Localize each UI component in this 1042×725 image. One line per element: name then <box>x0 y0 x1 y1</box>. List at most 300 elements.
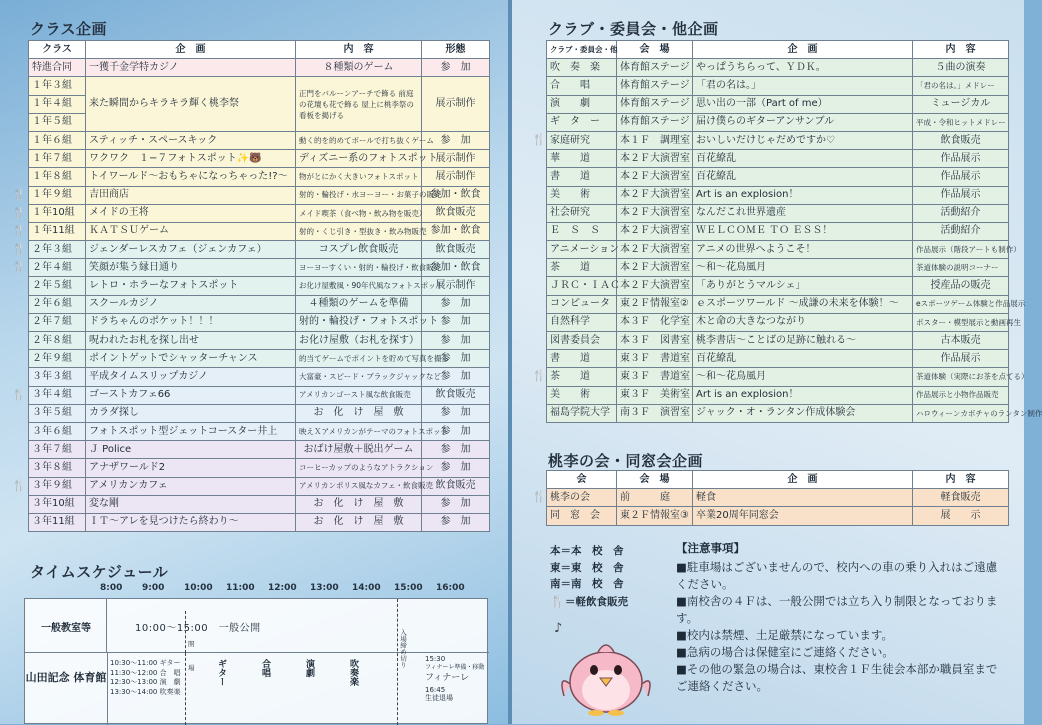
class-cell: ３年５組 <box>29 404 86 422</box>
club-content-cell: ポスター・模型展示と動画再生 <box>913 313 1009 331</box>
form-cell: 参 加 <box>422 131 490 149</box>
hour-label: 16:00 <box>436 583 465 593</box>
content-cell: アメリカンゴースト風な飲食販売 <box>296 386 422 404</box>
club-plan-cell: 「君の名は。」 <box>693 77 913 95</box>
club-content-cell: eスポーツゲーム体験と作品展示 <box>913 295 1009 313</box>
form-cell: 参加・飲食 <box>422 186 490 204</box>
club-table <box>546 40 1042 423</box>
general-classroom-label: 一般教室等 <box>41 623 91 634</box>
gym-act-drama: 演劇 <box>304 659 314 677</box>
class-row <box>29 404 490 422</box>
club-club-cell: 美 術 <box>547 186 617 204</box>
club-row <box>547 168 1009 186</box>
hour-label: 14:00 <box>352 583 381 593</box>
finale-note: フィナーレ準備・移動 <box>425 663 485 671</box>
form-cell: 参 加 <box>422 459 490 477</box>
class-row <box>29 332 490 350</box>
form-cell: 参 加 <box>422 295 490 313</box>
form-cell: 参 加 <box>422 313 490 331</box>
content-cell: お化け屋敷（お札を探す） <box>296 332 422 350</box>
club-club-cell: 茶 道 <box>547 259 617 277</box>
club-plan-cell: Art is an explosion！ <box>693 386 913 404</box>
club-venue-cell: 本２Ｆ大演習室 <box>617 259 693 277</box>
content-cell: 物がとにかく大きいフォトスポット <box>296 168 422 186</box>
alumni-venue-cell: 前 庭 <box>617 489 693 507</box>
class-cell: ３年10組 <box>29 495 86 513</box>
plan-cell: ジェンダーレスカフェ（ジェンカフェ） <box>86 241 296 259</box>
class-section-title: クラス企画 <box>30 20 108 38</box>
club-venue-cell: 本３Ｆ 図書室 <box>617 332 693 350</box>
svg-text:♪: ♪ <box>554 621 563 636</box>
club-row <box>547 95 1009 113</box>
notes-title: 【注意事項】 <box>676 541 745 555</box>
class-row <box>29 495 490 513</box>
notes-panel <box>676 540 1008 695</box>
content-cell: 映えＸアメリカンがテーマのフォトスポット <box>296 422 422 440</box>
general-open-time: 10:00〜15:00 一般公開 <box>135 623 261 634</box>
alumni-section-title: 桃李の会・同窓会企画 <box>548 452 704 470</box>
gym-line: 12:30〜13:00 演 劇 <box>110 678 181 686</box>
club-plan-cell: Art is an explosion！ <box>693 186 913 204</box>
club-plan-cell: ジャック・オ・ランタン作成体験会 <box>693 404 913 422</box>
plan-cell: Ｊ Police <box>86 441 296 459</box>
club-table-header <box>547 41 1009 59</box>
content-cell: ディズニー系のフォトスポット <box>296 150 422 168</box>
fork-knife-icon: 🍴 <box>532 133 546 146</box>
content-cell: 大富豪・スピード・ブラックジャックなど <box>296 368 422 386</box>
plan-cell: 吉田商店 <box>86 186 296 204</box>
class-row <box>29 186 490 204</box>
class-row <box>29 441 490 459</box>
club-content-cell: 活動紹介 <box>913 204 1009 222</box>
alumni-club-cell: 桃李の会 <box>547 489 617 507</box>
fork-knife-icon: 🍴 <box>12 188 26 201</box>
club-venue-cell: 東３Ｆ 書道室 <box>617 350 693 368</box>
alumni-table-header <box>547 471 1009 489</box>
legend-food-label: ＝軽飲食販売 <box>564 595 628 608</box>
gym-schedule-list <box>110 659 181 697</box>
club-plan-cell: 木と命の大きなつながり <box>693 313 913 331</box>
form-cell: 展示制作 <box>422 77 490 132</box>
club-venue-cell: 本２Ｆ大演習室 <box>617 168 693 186</box>
content-cell: 動く的を的めてボールで打ち抜くゲーム <box>296 131 422 149</box>
class-row <box>29 295 490 313</box>
club-plan-cell: 〜和〜花鳥風月 <box>693 259 913 277</box>
club-venue-cell: 南３Ｆ 演習室 <box>617 404 693 422</box>
exit-time: 16:45 <box>425 685 446 694</box>
club-club-cell: 書 道 <box>547 350 617 368</box>
col-content: 内 容 <box>913 41 1009 59</box>
plan-cell: 変な剛 <box>86 495 296 513</box>
club-plan-cell: 桃李書店〜ことばの足跡に触れる〜 <box>693 332 913 350</box>
fork-knife-icon: 🍴 <box>532 369 546 382</box>
content-cell: 正門をバルーンアーチで飾る 前庭の花壇も花で飾る 屋上に桃李祭の看板を掲げる <box>296 77 422 132</box>
plan-cell: メイドの王将 <box>86 204 296 222</box>
col-class: クラス <box>29 41 86 59</box>
club-row <box>547 222 1009 240</box>
note-item: ■南校舎の４Ｆは、一般公開では立ち入り制限となっております。 <box>676 594 998 625</box>
form-cell: 参 加 <box>422 59 490 77</box>
finale-time: 15:30 <box>425 655 446 663</box>
class-row <box>29 422 490 440</box>
club-row <box>547 259 1009 277</box>
club-plan-cell: 百花繚乱 <box>693 350 913 368</box>
class-cell: １年９組 <box>29 186 86 204</box>
content-cell: おばけ屋敷＋脱出ゲーム <box>296 441 422 459</box>
club-plan-cell: 百花繚乱 <box>693 168 913 186</box>
alumni-content-cell: 軽食販売 <box>913 489 1009 507</box>
hour-label: 10:00 <box>184 583 213 593</box>
club-club-cell: 書 道 <box>547 168 617 186</box>
alumni-content-cell: 展 示 <box>913 507 1009 525</box>
club-venue-cell: 東３Ｆ 書道室 <box>617 368 693 386</box>
plan-cell: ＫＡＴＳＵゲーム <box>86 222 296 240</box>
club-club-cell: 華 道 <box>547 150 617 168</box>
fork-knife-icon: 🍴 <box>12 206 26 219</box>
legend-minami: 南＝南 校 舎 <box>550 578 624 591</box>
club-club-cell: ＪＲＣ・ＩＡＣ <box>547 277 617 295</box>
club-plan-cell: アニメの世界へようこそ！ <box>693 241 913 259</box>
plan-cell: アメリカンカフェ <box>86 477 296 495</box>
club-row <box>547 150 1009 168</box>
club-content-cell: 作品展示 <box>913 168 1009 186</box>
form-cell: 飲食販売 <box>422 477 490 495</box>
club-club-cell: コンピュータ <box>547 295 617 313</box>
content-cell: コーヒーカップのようなアトラクション <box>296 459 422 477</box>
class-cell: １年７組 <box>29 150 86 168</box>
plan-cell: アナザワールド2 <box>86 459 296 477</box>
class-cell: ３年８組 <box>29 459 86 477</box>
club-content-cell: 古本販売 <box>913 332 1009 350</box>
alumni-plan-cell: 軽食 <box>693 489 913 507</box>
club-row <box>547 386 1009 404</box>
class-row <box>29 368 490 386</box>
gym-act-guitar: ギター <box>216 659 226 686</box>
club-plan-cell: おいしいだけじゃだめですか♡ <box>693 131 913 149</box>
form-cell: 飲食販売 <box>422 204 490 222</box>
club-club-cell: 図書委員会 <box>547 332 617 350</box>
club-club-cell: 福島学院大学 <box>547 404 617 422</box>
mascot-bird-illustration <box>548 612 658 717</box>
class-row <box>29 59 490 77</box>
class-cell: １年５組 <box>29 113 86 131</box>
form-cell: 飲食販売 <box>422 241 490 259</box>
club-venue-cell: 本２Ｆ大演習室 <box>617 204 693 222</box>
class-row <box>29 150 490 168</box>
alumni-venue-cell: 東２Ｆ情報室③ <box>617 507 693 525</box>
open-mark: 開 <box>188 640 195 648</box>
club-content-cell: ミュージカル <box>913 95 1009 113</box>
class-row <box>29 77 490 95</box>
gym-act-chorus: 合唱 <box>260 659 270 677</box>
club-row <box>547 277 1009 295</box>
club-venue-cell: 体育館ステージ <box>617 59 693 77</box>
plan-cell: スクールカジノ <box>86 295 296 313</box>
schedule-title: タイムスケジュール <box>30 563 169 581</box>
club-venue-cell: 本３Ｆ 化学室 <box>617 313 693 331</box>
alumni-row <box>547 507 1009 525</box>
club-venue-cell: 東２Ｆ情報室② <box>617 295 693 313</box>
class-cell: １年６組 <box>29 131 86 149</box>
plan-cell: ＩＴ〜アレを見つけたら終わり〜 <box>86 513 296 531</box>
form-cell: 参 加 <box>422 495 490 513</box>
class-cell: ３年７組 <box>29 441 86 459</box>
col-venue: 会 場 <box>617 471 693 489</box>
alumni-table <box>546 470 1009 526</box>
form-cell: 参 加 <box>422 441 490 459</box>
club-row <box>547 404 1009 422</box>
plan-cell: スティッチ・スペースキック <box>86 131 296 149</box>
club-club-cell: 美 術 <box>547 386 617 404</box>
club-row <box>547 59 1009 77</box>
content-cell: 射的・くじ引き・型抜き・飲み物販売 <box>296 222 422 240</box>
club-content-cell: ５曲の演奏 <box>913 59 1009 77</box>
club-content-cell: 飲食販売 <box>913 131 1009 149</box>
club-content-cell: 作品展示（階段アートも制作） <box>913 241 1009 259</box>
fork-knife-icon: 🍴 <box>550 593 565 608</box>
club-club-cell: 茶 道 <box>547 368 617 386</box>
club-club-cell: Ｅ Ｓ Ｓ <box>547 222 617 240</box>
gym-label: 山田記念 体育館 <box>25 671 107 684</box>
class-cell: １年４組 <box>29 95 86 113</box>
fork-knife-icon: 🍴 <box>12 260 26 273</box>
club-venue-cell: 本２Ｆ大演習室 <box>617 222 693 240</box>
club-row <box>547 368 1009 386</box>
class-cell: ３年６組 <box>29 422 86 440</box>
gym-line: 13:30〜14:00 吹奏楽 <box>110 687 181 696</box>
col-plan: 企 画 <box>693 471 913 489</box>
entry-close-mark: 入場締め切り <box>399 629 407 668</box>
club-row <box>547 332 1009 350</box>
form-cell: 飲食販売 <box>422 386 490 404</box>
club-venue-cell: 体育館ステージ <box>617 113 693 131</box>
class-row <box>29 204 490 222</box>
class-cell: ３年11組 <box>29 513 86 531</box>
club-row <box>547 241 1009 259</box>
class-row <box>29 459 490 477</box>
club-club-cell: 合 唱 <box>547 77 617 95</box>
club-club-cell: ギ タ ー <box>547 113 617 131</box>
class-row <box>29 386 490 404</box>
note-item: ■急病の場合は保健室にご連絡ください。 <box>676 645 894 659</box>
class-cell: ２年５組 <box>29 277 86 295</box>
form-cell: 展示制作 <box>422 277 490 295</box>
club-content-cell: 茶道体験（実際にお茶を点てる） <box>913 368 1009 386</box>
club-row <box>547 113 1009 131</box>
content-cell: お 化 け 屋 敷 <box>296 513 422 531</box>
content-cell: メイド喫茶（食べ物・飲み物を販売） <box>296 204 422 222</box>
class-cell: １年８組 <box>29 168 86 186</box>
form-cell: 参 加 <box>422 368 490 386</box>
club-club-cell: 社会研究 <box>547 204 617 222</box>
plan-cell: レトロ・ホラーなフォトスポット <box>86 277 296 295</box>
gym-line: 11:30〜12:00 合 唱 <box>110 668 181 677</box>
alumni-plan-cell: 卒業20周年同窓会 <box>693 507 913 525</box>
form-cell: 参加・飲食 <box>422 259 490 277</box>
col-club: クラブ・委員会・他 <box>547 41 617 59</box>
form-cell: 参 加 <box>422 332 490 350</box>
hour-label: 12:00 <box>268 583 297 593</box>
club-content-cell: 作品展示 <box>913 350 1009 368</box>
form-cell: 参 加 <box>422 513 490 531</box>
club-club-cell: 吹 奏 楽 <box>547 59 617 77</box>
club-content-cell: 授産品の販売 <box>913 277 1009 295</box>
class-row <box>29 277 490 295</box>
class-row <box>29 222 490 240</box>
class-cell: ２年３組 <box>29 241 86 259</box>
club-content-cell: ハロウィーンカボチャのランタン制作 <box>913 404 1009 422</box>
club-row <box>547 350 1009 368</box>
plan-cell: 笑顔が集う縁日通り <box>86 259 296 277</box>
class-table <box>28 40 490 532</box>
club-section-title: クラブ・委員会・他企画 <box>548 20 719 38</box>
class-cell: １年10組 <box>29 204 86 222</box>
content-cell: 射的・輪投げ・水ヨーヨー・お菓子の販売 <box>296 186 422 204</box>
class-cell: ２年９組 <box>29 350 86 368</box>
plan-cell: 呪われたお札を探し出せ <box>86 332 296 350</box>
class-row <box>29 350 490 368</box>
class-row <box>29 241 490 259</box>
hour-label: 15:00 <box>394 583 423 593</box>
club-row <box>547 77 1009 95</box>
fork-knife-icon: 🍴 <box>12 242 26 255</box>
plan-cell: 来た瞬間からキラキラ輝く桃李祭 <box>86 77 296 132</box>
content-cell: 的当てゲームでポイントを貯めて写真を撮る <box>296 350 422 368</box>
club-club-cell: 自然科学 <box>547 313 617 331</box>
plan-cell: ドラちゃんのポケット！！！ <box>86 313 296 331</box>
class-cell: 特進合同 <box>29 59 86 77</box>
fork-knife-icon: 🍴 <box>532 490 546 503</box>
col-venue: 会 場 <box>617 41 693 59</box>
fork-knife-icon: 🍴 <box>12 479 26 492</box>
club-venue-cell: 体育館ステージ <box>617 95 693 113</box>
plan-cell: ゴーストカフェ66 <box>86 386 296 404</box>
class-cell: ２年４組 <box>29 259 86 277</box>
class-cell: １年11組 <box>29 222 86 240</box>
content-cell: お 化 け 屋 敷 <box>296 495 422 513</box>
class-cell: ２年６組 <box>29 295 86 313</box>
col-plan: 企 画 <box>693 41 913 59</box>
content-cell: コスプレ飲食販売 <box>296 241 422 259</box>
legend <box>550 543 628 610</box>
class-row <box>29 168 490 186</box>
content-cell: お 化 け 屋 敷 <box>296 404 422 422</box>
col-content: 内 容 <box>296 41 422 59</box>
class-cell: ３年９組 <box>29 477 86 495</box>
note-item: ■その他の緊急の場合は、東校舎１Ｆ生徒会本部か職員室までご連絡ください。 <box>676 662 998 693</box>
content-cell: アメリカンポリス風なカフェ・飲食販売 <box>296 477 422 495</box>
time-schedule <box>24 598 488 724</box>
club-content-cell: 活動紹介 <box>913 222 1009 240</box>
class-row <box>29 259 490 277</box>
plan-cell: トイワールド〜おもちゃになっちゃった!?〜 <box>86 168 296 186</box>
club-venue-cell: 本２Ｆ大演習室 <box>617 277 693 295</box>
gym-mark: 場 <box>188 664 195 672</box>
plan-cell: 平成タイムスリップカジノ <box>86 368 296 386</box>
club-content-cell: 作品展示と小物作品販売 <box>913 386 1009 404</box>
fork-knife-icon: 🍴 <box>12 224 26 237</box>
club-row <box>547 295 1009 313</box>
fork-knife-icon: 🍴 <box>12 388 26 401</box>
club-row <box>547 313 1009 331</box>
club-plan-cell: ＷＥＬＣＯＭＥ ＴＯ ＥＳＳ！ <box>693 222 913 240</box>
club-plan-cell: 「ありがとうマルシェ」 <box>693 277 913 295</box>
club-content-cell: 「君の名は。」メドレー <box>913 77 1009 95</box>
form-cell: 参 加 <box>422 422 490 440</box>
club-content-cell: 平成・令和ヒットメドレー <box>913 113 1009 131</box>
content-cell: ４種類のゲームを準備 <box>296 295 422 313</box>
gym-act-brass: 吹奏楽 <box>348 659 358 686</box>
club-venue-cell: 本１Ｆ 調理室 <box>617 131 693 149</box>
plan-cell: 一獲千金学特カジノ <box>86 59 296 77</box>
club-content-cell: 作品展示 <box>913 186 1009 204</box>
col-group: 会 <box>547 471 617 489</box>
club-row <box>547 131 1009 149</box>
club-venue-cell: 体育館ステージ <box>617 77 693 95</box>
content-cell: 射的・輪投げ・フォトスポット <box>296 313 422 331</box>
form-cell: 展示制作 <box>422 168 490 186</box>
club-venue-cell: 本２Ｆ大演習室 <box>617 241 693 259</box>
finale-block <box>425 655 484 703</box>
club-venue-cell: 本２Ｆ大演習室 <box>617 150 693 168</box>
exit-label: 生徒退場 <box>425 694 453 702</box>
club-club-cell: アニメーション <box>547 241 617 259</box>
note-item: ■駐車場はございませんので、校内への車の乗り入れはご遠慮ください。 <box>676 560 998 591</box>
alumni-row <box>547 489 1009 507</box>
plan-cell: フォトスポット型ジェットコースター井上 <box>86 422 296 440</box>
legend-honkousha: 本＝本 校 舎 <box>550 545 624 557</box>
class-row <box>29 313 490 331</box>
form-cell: 参 加 <box>422 404 490 422</box>
legend-higashi: 東＝東 校 舎 <box>550 561 624 574</box>
class-row <box>29 477 490 495</box>
col-content: 内 容 <box>913 471 1009 489</box>
club-plan-cell: 届け僕らのギターアンサンブル <box>693 113 913 131</box>
hour-label: 11:00 <box>226 583 255 593</box>
plan-cell: ワクワク １−７フォトスポット✨🐻 <box>86 150 296 168</box>
class-table-header <box>29 41 490 59</box>
club-club-cell: 家庭研究 <box>547 131 617 149</box>
club-plan-cell: 百花繚乱 <box>693 150 913 168</box>
class-cell: ３年３組 <box>29 368 86 386</box>
class-cell: ２年７組 <box>29 313 86 331</box>
content-cell: ヨーヨーすくい・射的・輪投げ・飲食販売 <box>296 259 422 277</box>
legend-food <box>550 593 628 611</box>
club-content-cell: 茶道体験の説明コーナー <box>913 259 1009 277</box>
alumni-club-cell: 同 窓 会 <box>547 507 617 525</box>
content-cell: ８種類のゲーム <box>296 59 422 77</box>
class-row <box>29 131 490 149</box>
club-content-cell: 作品展示 <box>913 150 1009 168</box>
form-cell: 参 加 <box>422 350 490 368</box>
plan-cell: カラダ探し <box>86 404 296 422</box>
form-cell: 展示制作 <box>422 150 490 168</box>
club-venue-cell: 東３Ｆ 美術室 <box>617 386 693 404</box>
class-cell: １年３組 <box>29 77 86 95</box>
hour-label: 9:00 <box>142 583 165 593</box>
col-form: 形態 <box>422 41 490 59</box>
class-cell: ３年４組 <box>29 386 86 404</box>
club-row <box>547 186 1009 204</box>
club-plan-cell: 〜和〜花鳥風月 <box>693 368 913 386</box>
plan-cell: ポイントゲットでシャッターチャンス <box>86 350 296 368</box>
club-plan-cell: 思い出の一部（Part of me） <box>693 95 913 113</box>
club-plan-cell: ｅスポーツワールド 〜成謙の未来を体験！〜 <box>693 295 913 313</box>
club-plan-cell: やっぱうちらって、ＹＤＫ。 <box>693 59 913 77</box>
class-cell: ２年８組 <box>29 332 86 350</box>
content-cell: お化け屋敷風・90年代風なフォトスポット <box>296 277 422 295</box>
form-cell: 参加・飲食 <box>422 222 490 240</box>
